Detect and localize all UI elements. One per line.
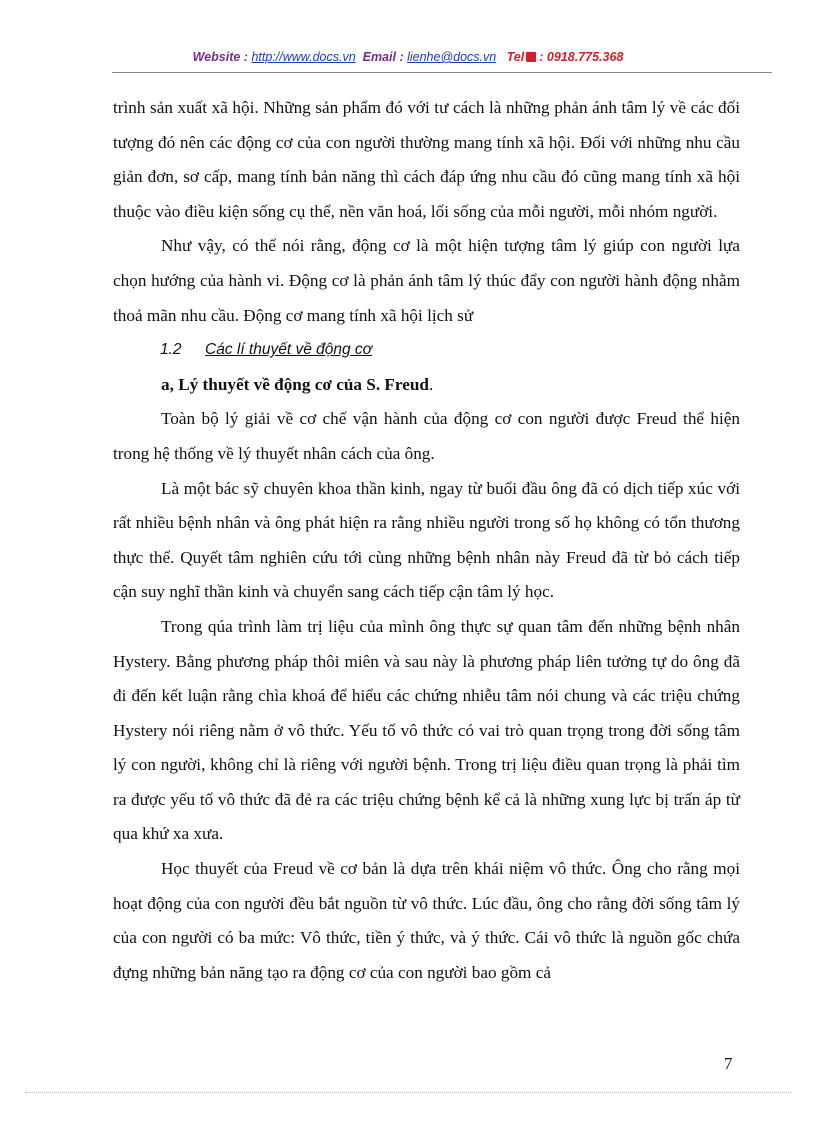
- email-separator: :: [395, 50, 408, 64]
- section-number: 1.2: [160, 341, 182, 359]
- paragraph-4: Là một bác sỹ chuyên khoa thần kinh, ngay từ buổi đầu ông đã có dịch tiếp xúc với rất nhiều bệnh nhân và ông phát hiện ra rằng nhiều người trong số họ không có tổn thương thực thể. Quyết tâm nghiên cứu tới cùng những bệnh nhân này Freud đã từ bỏ cách tiếp cận suy nghĩ thần kinh và chuyển sang cách tiếp cận tâm lý học.: [113, 478, 740, 602]
- page-number: 7: [724, 1054, 733, 1073]
- section-heading: [113, 333, 740, 368]
- section-title: Các lí thuyết về động cơ: [205, 341, 373, 359]
- header-divider: [112, 72, 772, 73]
- paragraph-1: trình sản xuất xã hội. Những sản phẩm đó với tư cách là những phản ánh tâm lý về các đối tượng đó nên các động cơ của con người thường mang tính xã hội. Đối với những nhu cầu giản đơn, sơ cấp, mang tính bản năng thì cách đáp ứng nhu cầu đó cũng mang tính xã hội thuộc vào điều kiện sống cụ thể, nền văn hoá, lối sống của mỗi người, mỗi nhóm người.: [113, 98, 740, 221]
- subsection-period: .: [428, 374, 434, 394]
- paragraph-6: Học thuyết của Freud về cơ bản là dựa trên khái niệm vô thức. Ông cho rằng mọi hoạt động của con người đều bắt nguồn từ vô thức. Lúc đầu, ông cho rằng đời sống tâm lý của con người có ba mức: Vô thức, tiền ý thức, và ý thức. Cái vô thức là nguồn gốc chứa đựng những bản năng tạo ra động cơ của con người bao gồm cả: [113, 859, 740, 982]
- phone-number: : 0918.775.368: [539, 50, 624, 64]
- phone-icon: [526, 52, 536, 62]
- paragraph-5: Trong qúa trình làm trị liệu của mình ông thực sự quan tâm đến những bệnh nhân Hystery. Bằng phương pháp thôi miên và sau này là phương pháp liên tưởng tự do ông đã đi đến kết luận rằng chìa khoá để hiểu các chứng nhiễu tâm nói chung và các triệu chứng Hystery nói riêng nằm ở vô thức. Yếu tố vô thức có vai trò quan trọng trong đời sống tâm lý con người, không chỉ là riêng với người bệnh. Trong trị liệu điều quan trọng là phải tìm ra được yếu tố vô thức đã đẻ ra các triệu chứng bệnh kể cả là những xung lực bị trấn áp từ qua khứ xa xưa.: [113, 616, 740, 844]
- tel-label: Tel: [506, 50, 525, 64]
- paragraph-3: Toàn bộ lý giải về cơ chế vận hành của động cơ con người được Freud thể hiện trong hệ thống về lý thuyết nhân cách của ông.: [113, 409, 740, 463]
- subsection-heading: [113, 368, 740, 403]
- email-link[interactable]: lienhe@docs.vn: [407, 50, 497, 64]
- website-link[interactable]: http://www.docs.vn: [251, 50, 356, 64]
- document-body: [113, 91, 740, 990]
- subsection-title: a, Lý thuyết về động cơ của S. Freud: [161, 374, 429, 394]
- page-header: [0, 50, 816, 64]
- paragraph-2: Như vậy, có thể nói rằng, động cơ là một hiện tượng tâm lý giúp con người lựa chọn hướng của hành vi. Động cơ là phản ánh tâm lý thúc đẩy con người hành động nhằm thoả mãn nhu cầu. Động cơ mang tính xã hội lịch sử: [113, 236, 740, 325]
- email-label: Email: [362, 50, 396, 64]
- footer-divider: [25, 1092, 791, 1093]
- website-label: Website :: [192, 50, 252, 64]
